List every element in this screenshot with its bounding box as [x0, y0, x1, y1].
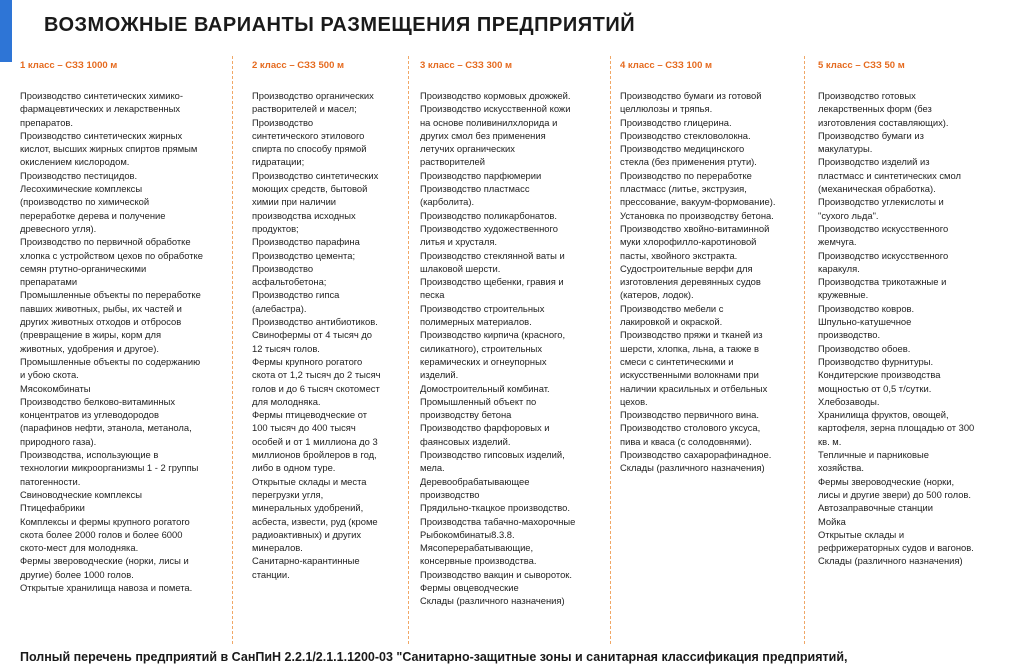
- class-4-header: 4 класс – СЗЗ 100 м: [620, 60, 713, 71]
- class-3-list: Производство кормовых дрожжей. Производство искусственной кожи на основе поливинилхлорида и других смол без применения летучих органических растворителей Производство парфюмерии Производство пластмасс (карболита). Производство поликарбонатов. Производство художественного литья и хрусталя. Производство стеклянной ваты и шлаковой шерсти. Производство щебенки, гравия и песка Производство строительных полимерных материалов. Производство кирпича (красного, силикатного), строительных керамических и огнеупорных изделий. Домостроительный комбинат. Промышленный объект по производству бетона Производство фарфоровых и фаянсовых изделий. Производство гипсовых изделий, мела. Деревообрабатывающее производство Прядильно-ткацкое производство. Производства табачно-махорочные Рыбокомбинаты8.3.8. Мясоперерабатывающие, консервные производства. Производство вакцин и сывороток. Фермы овцеводческие Склады (различного назначения): [420, 90, 576, 607]
- title-accent-bar: [0, 0, 12, 62]
- page-title: ВОЗМОЖНЫЕ ВАРИАНТЫ РАЗМЕЩЕНИЯ ПРЕДПРИЯТИЙ: [44, 14, 636, 36]
- class-3-column: [420, 56, 611, 644]
- class-5-list: Производство готовых лекарственных форм (без изготовления составляющих). Производство бумаги из макулатуры. Производство изделий из пластмасс и синтетических смол (механическая обработка). Производство углекислоты и "сухого льда". Производство искусственного жемчуга. Производство искусственного каракуля. Производства трикотажные и кружевные. Производство ковров. Шпульно-катушечное производство. Производство обоев. Производство фурнитуры. Кондитерские производства мощностью от 0,5 т/сутки. Хлебозаводы. Хранилища фруктов, овощей, картофеля, зерна площадью от 300 кв. м. Тепличные и парниковые хозяйства. Фермы звероводческие (норки, лисы и другие звери) до 500 голов. Автозаправочные станции Мойка Открытые склады и рефрижераторных судов и вагонов. Склады (различного назначения): [818, 90, 975, 567]
- class-4-column: [620, 56, 805, 644]
- class-1-header: 1 класс – СЗЗ 1000 м: [20, 60, 118, 71]
- hazard-class-columns: [0, 56, 1024, 644]
- footer-note: Полный перечень предприятий в СанПиН 2.2.1/2.1.1.1200-03 "Санитарно-защитные зоны и санитарная классификация предприятий,: [20, 650, 848, 664]
- class-5-header: 5 класс – СЗЗ 50 м: [818, 60, 905, 71]
- class-2-column: [252, 56, 409, 644]
- class-3-header: 3 класс – СЗЗ 300 м: [420, 60, 513, 71]
- class-5-column: [818, 56, 1008, 644]
- class-4-list: Производство бумаги из готовой целлюлозы и тряпья. Производство глицерина. Производство стекловолокна. Производство медицинского стекла (без применения ртути). Производство по переработке пластмасс (литье, экструзия, прессование, вакуум-формование). Установка по производству бетона. Производство хвойно-витаминной муки хлорофилло-каротиновой пасты, хвойного экстракта. Судостроительные верфи для изготовления деревянных судов (катеров, лодок). Производство мебели с лакировкой и окраской. Производство пряжи и тканей из шерсти, хлопка, льна, а также в смеси с синтетическими и искусственными волокнами при наличии красильных и отбельных цехов. Производство первичного вина. Производство столового уксуса, пива и кваса (с солодовнями). Производство сахарорафинадное. Склады (различного назначения): [620, 90, 776, 474]
- class-2-header: 2 класс – СЗЗ 500 м: [252, 60, 345, 71]
- class-1-column: [20, 56, 233, 644]
- class-2-list: Производство органических растворителей и масел; Производство синтетического этилового спирта по способу прямой гидратации; Производство синтетических моющих средств, бытовой химии при наличии производства исходных продуктов; Производство парафина Производство цемента; Производство асфальтобетона; Производство гипса (алебастра). Производство антибиотиков. Свинофермы от 4 тысяч до 12 тысяч голов. Фермы крупного рогатого скота от 1,2 тысяч до 2 тысяч голов и до 6 тысяч скотомест для молодняка. Фермы птицеводческие от 100 тысяч до 400 тысяч особей и от 1 миллиона до 3 миллионов бройлеров в год, либо в одном туре. Открытые склады и места перегрузки угля, минеральных удобрений, асбеста, извести, руд (кроме радиоактивных) и других минералов. Санитарно-карантинные станции.: [252, 90, 381, 580]
- class-1-list: Производство синтетических химико- фармацевтических и лекарственных препаратов. Производство синтетических жирных кислот, высших жирных спиртов прямым окислением кислородом. Производство пестицидов. Лесохимические комплексы (производство по химической переработке дерева и получение древесного угля). Производство по первичной обработке хлопка с устройством цехов по обработке семян ртутно-органическими препаратами Промышленные объекты по переработке павших животных, рыбы, их частей и других животных отходов и отбросов (превращение в жиры, корм для животных, удобрения и другое). Промышленные объекты по содержанию и убою скота. Мясокомбинаты Производство белково-витаминных концентратов из углеводородов (парафинов нефти, этанола, метанола, природного газа). Производства, использующие в технологии микроорганизмы 1 - 2 группы патогенности. Свиноводческие комплексы Птицефабрики Комплексы и фермы крупного рогатого скота более 2000 голов и более 6000 ското-мест для молодняка. Фермы звероводческие (норки, лисы и другие) более 1000 голов. Открытые хранилища навоза и помета.: [20, 90, 203, 593]
